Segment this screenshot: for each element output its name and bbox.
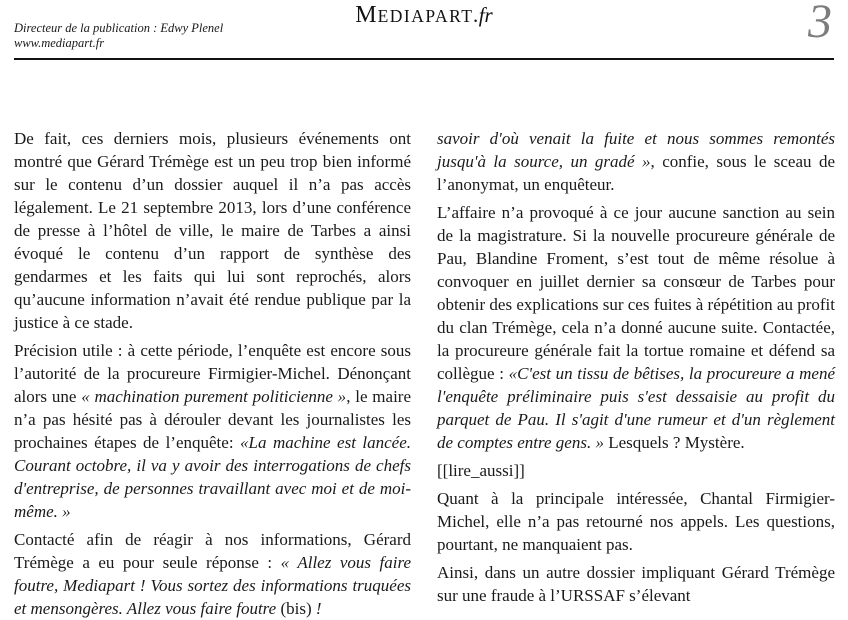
- body-text: Lesquels ? Mystère.: [608, 433, 745, 452]
- body-text: Ainsi, dans un autre dossier impliquant Gérard Trémège sur une fraude à l’URSSAF s’élevant: [437, 563, 835, 605]
- paragraph: [437, 459, 835, 482]
- body-text: Contacté afin de réagir à nos informations, Gérard Trémège a eu pour seule réponse :: [14, 530, 411, 572]
- body-text: [[lire_aussi]]: [437, 461, 525, 480]
- body-text: , le maire n’a pas hésité pas à dérouler devant les journalistes les prochaines étapes de l’enquête:: [14, 387, 411, 452]
- paragraph: [437, 487, 835, 556]
- quote-text: savoir d'où venait la fuite et nous sommes remontés jusqu'à la source, un gradé »: [437, 129, 835, 171]
- quote-text: « machination purement politicienne »: [81, 387, 347, 406]
- logo-wordmark: EDIAPART: [377, 6, 474, 26]
- paragraph: [437, 561, 835, 607]
- publisher-line: Directeur de la publication : Edwy Plenel: [14, 21, 224, 35]
- quote-text: «C'est un tissu de bêtises, la procureure a mené l'enquête préliminaire puis s'est dessaisie au profit du parquet de Pau. Il s'agit d'une rumeur et d'un règlement de comptes entre gens. »: [437, 364, 835, 452]
- body-text: Quant à la principale intéressée, Chantal Firmigier-Michel, elle n’a pas retourné nos appels. Les questions, pourtant, ne manquaient pas.: [437, 489, 835, 554]
- body-text: Précision utile : à cette période, l’enquête est encore sous l’autorité de la procureure Firmigier-Michel. Dénonçant alors une: [14, 341, 411, 406]
- body-text: L’affaire n’a provoqué à ce jour aucune sanction au sein de la magistrature. Si la nouvelle procureure générale de Pau, Blandine Froment, s’est tout de même résolue à convoquer en juillet dernier sa consœur de Tarbes pour obtenir des explications sur ces fuites à répétition au profit du clan Trémège, cela n’a donné aucune suite. Contactée, la procureure générale fait la tortue romaine et défend sa collègue :: [437, 203, 835, 383]
- paragraph: [437, 201, 835, 454]
- paragraph: [437, 127, 835, 196]
- paragraph: [14, 127, 411, 334]
- paragraph: [14, 339, 411, 523]
- logo-suffix: .fr: [473, 3, 493, 27]
- page-number: 3: [808, 0, 832, 48]
- column-right: [437, 127, 835, 612]
- paragraph: [14, 528, 411, 620]
- body-text: (bis): [280, 599, 312, 618]
- quote-text: !: [311, 599, 322, 618]
- quote-text: « Allez vous faire foutre, Mediapart ! Vous sortez des informations truquées et mensongères. Allez vous faire foutre: [14, 553, 411, 618]
- body-text: De fait, ces derniers mois, plusieurs événements ont montré que Gérard Trémège est un peu trop bien informé sur le contenu d’un dossier auquel il n’a pas accès légalement. Le 21 septembre 2013, lors d’une conférence de presse à l’hôtel de ville, le maire de Tarbes a ainsi évoqué le contenu d’un rapport de synthèse des gendarmes et les faits qui lui sont reprochés, alors qu’aucune information n’avait été rendue publique par la justice à ce stade.: [14, 129, 411, 332]
- header-rule: [14, 58, 834, 60]
- publisher-url: www.mediapart.fr: [14, 36, 105, 50]
- column-left: [14, 127, 411, 620]
- body-text: , confie, sous le sceau de l’anonymat, un enquêteur.: [437, 152, 835, 194]
- quote-text: «La machine est lancée. Courant octobre, il va y avoir des interrogations de chefs d'entreprise, de personnes travaillant avec moi et de moi-même. »: [14, 433, 411, 521]
- logo-initial: M: [355, 2, 378, 28]
- mediapart-logo: [0, 2, 848, 29]
